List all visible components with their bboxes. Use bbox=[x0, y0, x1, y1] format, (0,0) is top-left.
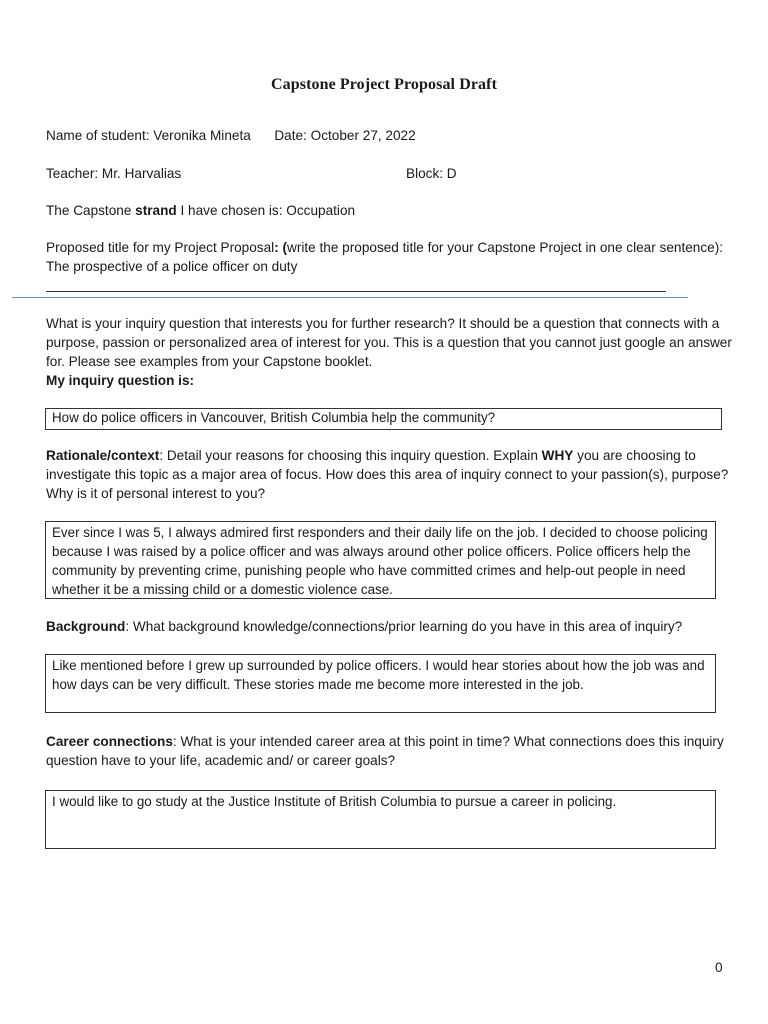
strand-bold: strand bbox=[135, 203, 177, 218]
rationale-pre: : Detail your reasons for choosing this inquiry question. Explain bbox=[159, 448, 542, 463]
background-answer-box[interactable]: Like mentioned before I grew up surrounded by police officers. I would hear stories about how the job was and how days can be very difficult. These stories made me become more interested in the job. bbox=[45, 654, 716, 713]
student-name: Veronika Mineta bbox=[153, 128, 251, 143]
block-value: D bbox=[446, 166, 457, 181]
rationale-why: WHY bbox=[541, 448, 574, 463]
career-answer-box[interactable]: I would like to go study at the Justice Institute of British Columbia to pursue a career in policing. bbox=[45, 790, 716, 849]
teacher-line bbox=[46, 164, 181, 183]
section-divider bbox=[12, 297, 688, 298]
block-label: Block: bbox=[406, 166, 447, 181]
strand-value: Occupation bbox=[286, 203, 356, 218]
date-value: October 27, 2022 bbox=[310, 128, 416, 143]
student-label: Name of student: bbox=[46, 128, 154, 143]
strand-post: I have chosen is: bbox=[176, 203, 287, 218]
background-bold: Background bbox=[46, 619, 126, 634]
career-post: : What is your intended career area at this point in time? What connections does this inquiry question have to your life, academic and/ or career goals? bbox=[46, 734, 724, 768]
date-label: Date: bbox=[274, 128, 311, 143]
page-number: 0 bbox=[715, 960, 723, 975]
career-bold: Career connections bbox=[46, 734, 173, 749]
title-prompt-post: write the proposed title for your Capstone Project in one clear sentence): bbox=[287, 240, 724, 255]
inquiry-heading-text: My inquiry question is: bbox=[46, 373, 195, 388]
rationale-post: you are choosing to investigate this topic as a major area of focus. How does this area of inquiry connect to your passion(s), purpose? Why is it of personal interest to you? bbox=[46, 448, 729, 501]
rationale-bold: Rationale/context bbox=[46, 448, 160, 463]
background-prompt bbox=[46, 617, 736, 636]
strand-line bbox=[46, 201, 355, 220]
inquiry-heading bbox=[46, 371, 194, 390]
strand-pre: The Capstone bbox=[46, 203, 136, 218]
inquiry-answer-box[interactable]: How do police officers in Vancouver, British Columbia help the community? bbox=[45, 408, 722, 430]
rationale-answer-box[interactable]: Ever since I was 5, I always admired first responders and their daily life on the job. I decided to choose policing because I was raised by a police officer and was always around other police officers. Police officers help the community by preventing crime, punishing people who have committed crimes and help-out people in need whether it be a missing child or a domestic violence case. bbox=[45, 521, 716, 599]
proposed-title-value: The prospective of a police officer on duty bbox=[46, 259, 298, 274]
rationale-prompt bbox=[46, 446, 736, 503]
teacher-name: Mr. Harvalias bbox=[101, 166, 182, 181]
title-prompt-pre: Proposed title for my Project Proposal bbox=[46, 240, 275, 255]
teacher-label: Teacher: bbox=[46, 166, 102, 181]
title-prompt-bold: : ( bbox=[274, 240, 288, 255]
document-title: Capstone Project Proposal Draft bbox=[270, 76, 498, 93]
career-prompt bbox=[46, 732, 736, 770]
inquiry-prompt: What is your inquiry question that interests you for further research? It should be a question that connects with a purpose, passion or personalized area of interest for you. This is a question that you cannot just google an answer for. Please see examples from your Capstone booklet. bbox=[46, 316, 732, 369]
proposed-title-prompt bbox=[46, 238, 736, 276]
student-date-line bbox=[46, 126, 416, 145]
title-underline bbox=[46, 291, 666, 292]
background-post: : What background knowledge/connections/prior learning do you have in this area of inquiry? bbox=[125, 619, 683, 634]
block-line bbox=[406, 164, 457, 183]
